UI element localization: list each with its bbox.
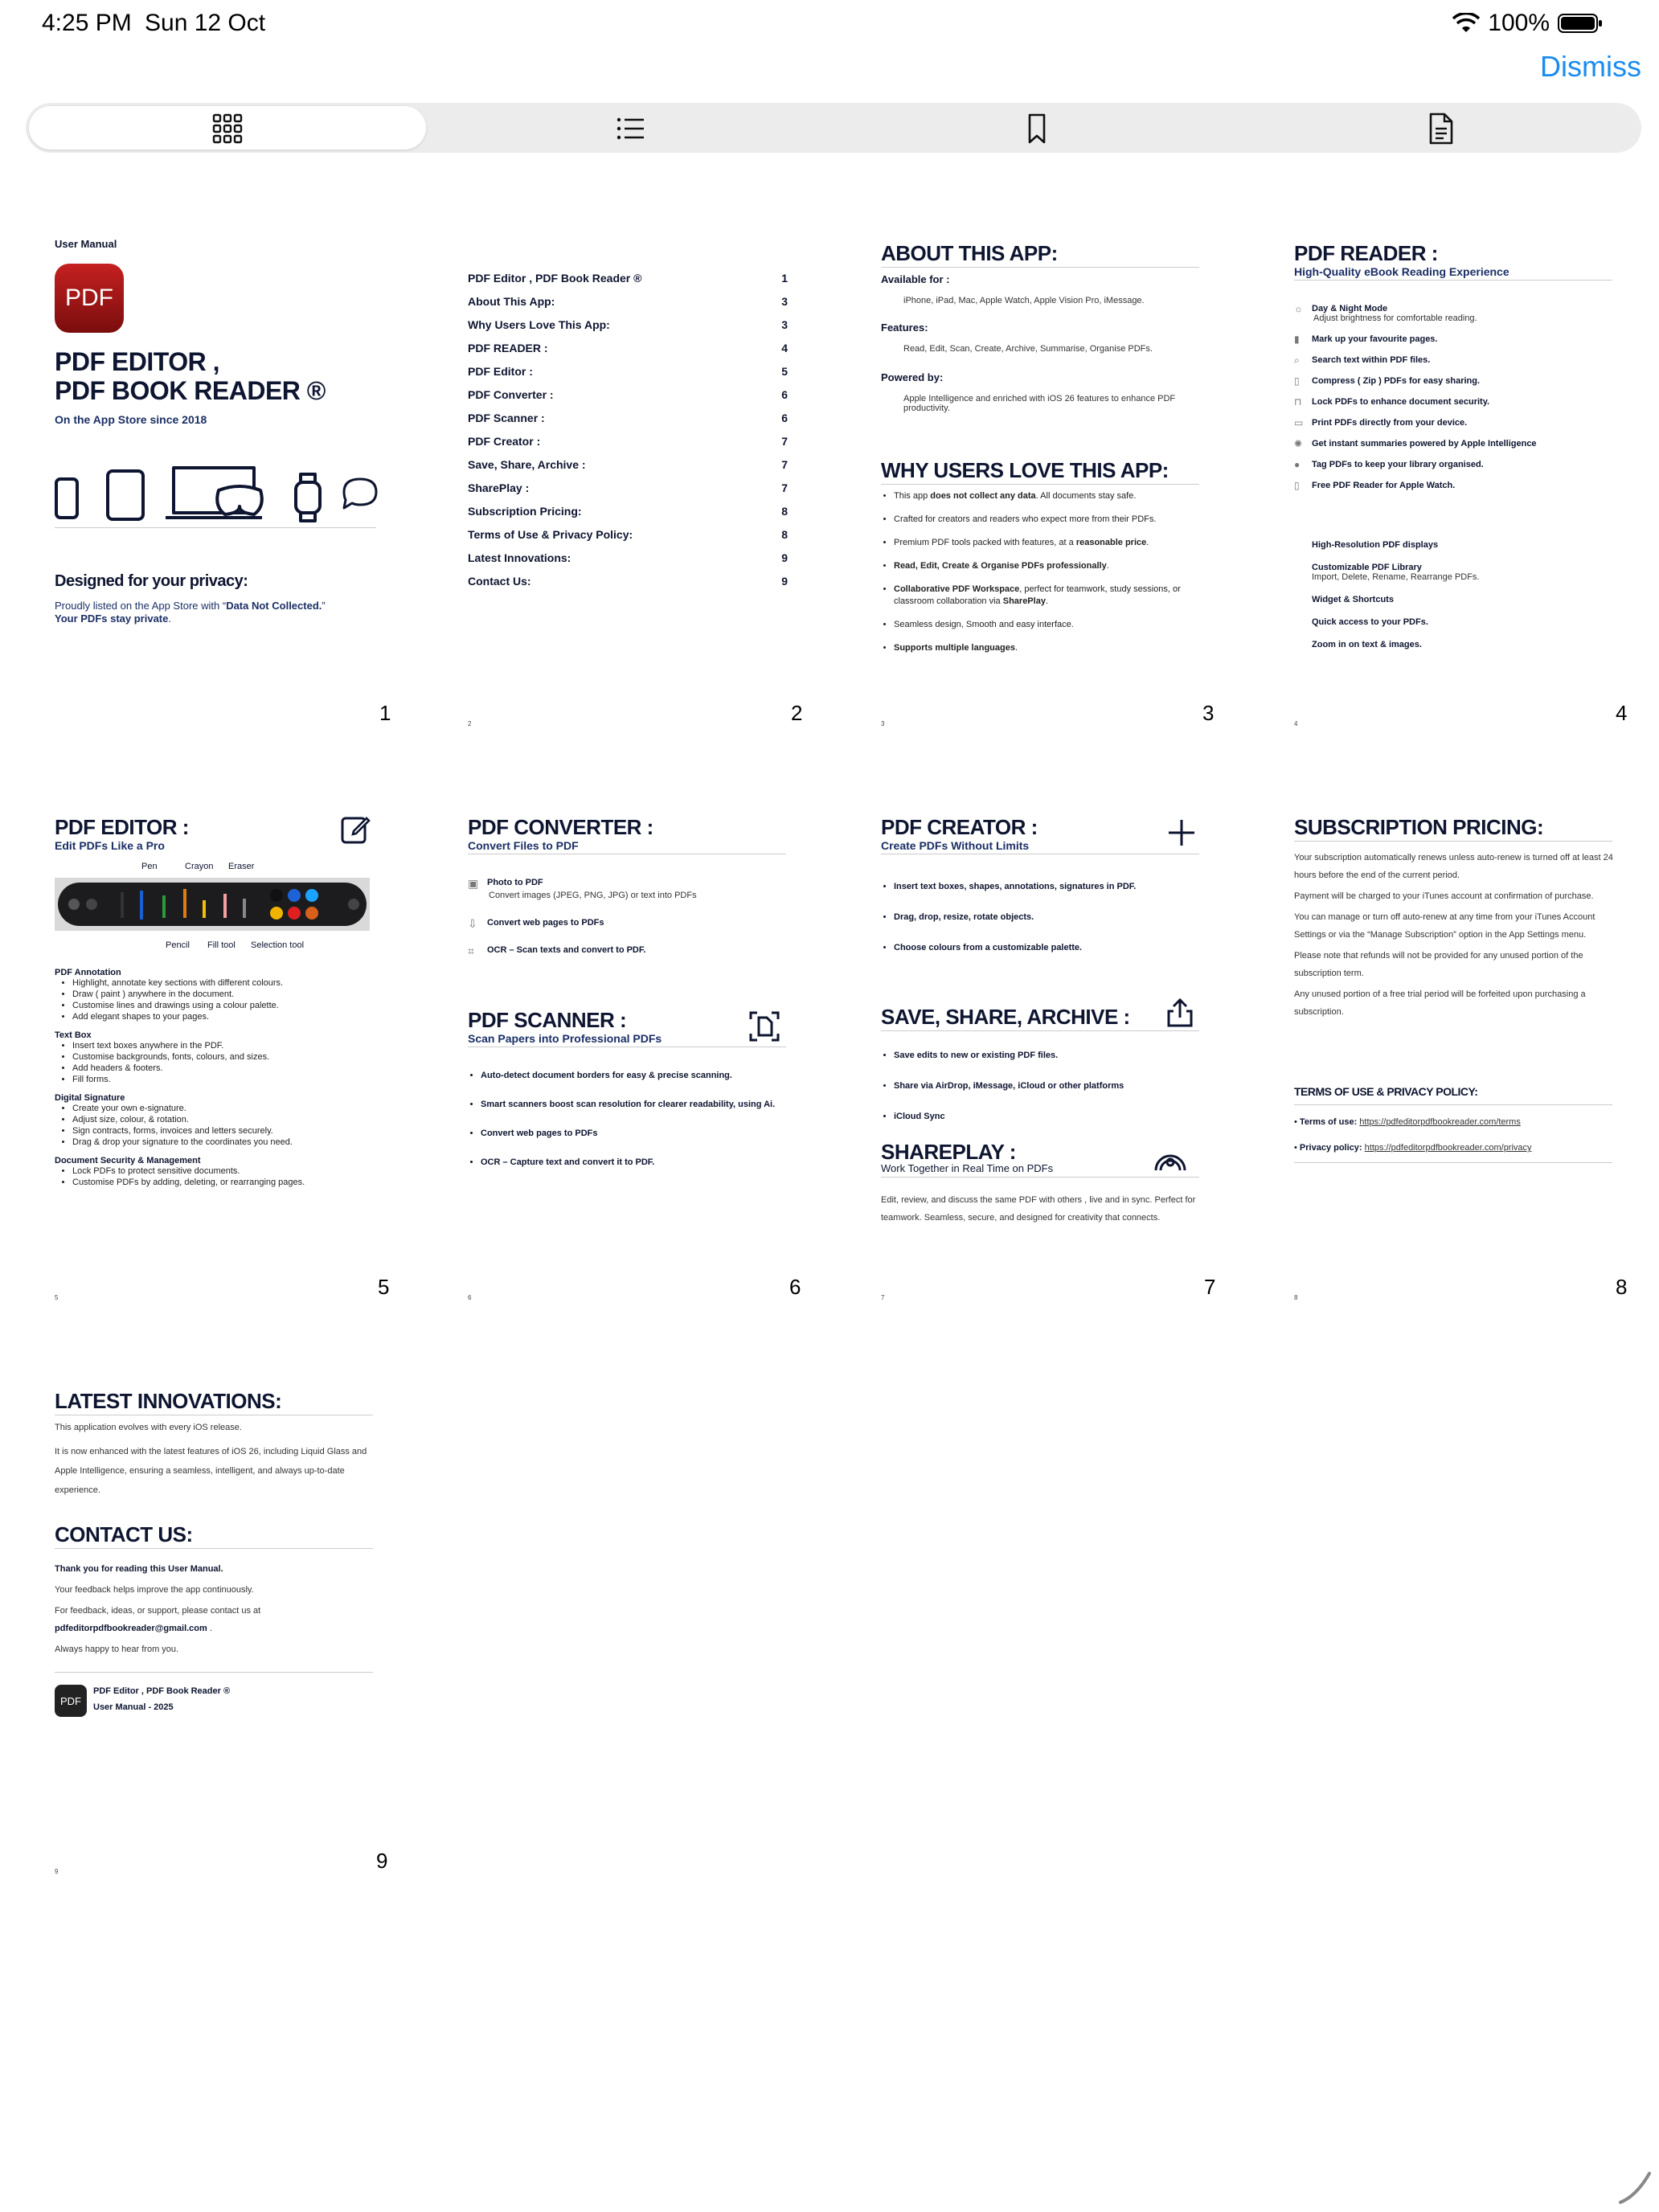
list-item: ● Tag PDFs to keep your library organised. <box>1294 459 1484 470</box>
toc-entry[interactable] <box>468 575 788 598</box>
editor-section: Text Box • Insert text boxes anywhere in the PDF. • Customise backgrounds, fonts, colours, and sizes. • Add headers & footers. • Fill forms. <box>55 1030 376 1085</box>
page-footer-number: 9 <box>55 1868 59 1875</box>
divider <box>1294 1162 1612 1163</box>
page-thumbnail-6[interactable] <box>461 799 839 1329</box>
list-item: • Add headers & footers. <box>72 1063 376 1074</box>
lock-icon: ⊓ <box>1294 396 1302 408</box>
toc-entry-page: 9 <box>781 575 788 588</box>
footer-title: PDF Editor , PDF Book Reader ® <box>93 1686 231 1696</box>
plus-icon <box>1167 818 1196 847</box>
toc-entry-label: SharePlay : <box>468 481 530 494</box>
innovations-line2: It is now enhanced with the latest features of iOS 26, including Liquid Glass and Apple Intelligence, ensuring a seamless, intelligent, and always up-to-date experience. <box>55 1447 367 1495</box>
subscription-paragraph: You can manage or turn off auto-renew at any time from your iTunes Account Settings or via the “Manage Subscription” option in the App Settings menu. <box>1294 912 1596 940</box>
toc-entry[interactable] <box>468 458 788 481</box>
toc-entry[interactable] <box>468 551 788 575</box>
toolbar-illustration <box>55 878 370 931</box>
editor-subtitle: Edit PDFs Like a Pro <box>55 839 165 852</box>
grid-icon[interactable] <box>210 111 245 146</box>
list-item: • Drag, drop, resize, rotate objects. <box>894 902 1215 932</box>
color-swatch <box>270 889 283 902</box>
page-thumbnail-5[interactable] <box>48 799 426 1329</box>
divider <box>55 1548 373 1549</box>
document-icon[interactable] <box>1423 111 1458 146</box>
list-item: • OCR – Capture text and convert it to PDF. <box>481 1154 802 1170</box>
editor-heading: PDF EDITOR : <box>55 815 189 839</box>
list-item: • Draw ( paint ) anywhere in the document. <box>72 989 376 1000</box>
list-item: ▭ Print PDFs directly from your device. <box>1294 417 1468 428</box>
save-heading: SAVE, SHARE, ARCHIVE : <box>881 1005 1130 1029</box>
list-item: • Drag & drop your signature to the coordinates you need. <box>72 1137 376 1148</box>
tool-label-pencil: Pencil <box>166 940 190 950</box>
converter-heading: PDF CONVERTER : <box>468 815 653 839</box>
list-item: • Fill forms. <box>72 1074 376 1085</box>
list-item: • Insert text boxes, shapes, annotations, signatures in PDF. <box>894 871 1215 902</box>
page-number: 6 <box>789 1275 801 1299</box>
page-thumbnail-3[interactable] <box>875 225 1252 756</box>
list-item: • Lock PDFs to protect sensitive documents. <box>72 1165 376 1177</box>
page-footer-number: 4 <box>1294 720 1298 727</box>
devices-icon <box>53 463 383 527</box>
toc-entry-label: PDF READER : <box>468 342 548 354</box>
toc-entry-page: 8 <box>781 505 788 518</box>
battery-percent: 100% <box>1488 10 1550 36</box>
creator-heading: PDF CREATOR : <box>881 815 1038 839</box>
subscription-heading: SUBSCRIPTION PRICING: <box>1294 815 1544 839</box>
page-footer-number: 7 <box>881 1294 885 1301</box>
toc-entry-page: 1 <box>781 272 788 285</box>
page-thumbnail-2[interactable] <box>461 225 839 756</box>
status-bar <box>0 0 1659 51</box>
tool-label-crayon: Crayon <box>185 862 214 871</box>
toc-entry[interactable] <box>468 388 788 412</box>
list-item: • Create your own e-signature. <box>72 1103 376 1114</box>
list-item: ▣ Photo to PDF Convert images (JPEG, PNG, JPG) or text into PDFs <box>468 877 697 900</box>
list-item: • Customise PDFs by adding, deleting, or rearranging pages. <box>72 1177 376 1188</box>
app-logo-small: PDF <box>55 1685 87 1717</box>
shareplay-subtitle: Work Together in Real Time on PDFs <box>881 1162 1054 1174</box>
color-swatch <box>305 907 318 920</box>
toc-entry-label: About This App: <box>468 295 555 308</box>
color-swatch <box>288 889 301 902</box>
toc-entry-label: PDF Creator : <box>468 435 541 448</box>
features-text: Read, Edit, Scan, Create, Archive, Summarise, Organise PDFs. <box>903 344 1153 354</box>
list-item: • Share via AirDrop, iMessage, iCloud or other platforms <box>894 1071 1215 1101</box>
list-item: ☼ Day & Night Mode Adjust brightness for comfortable reading. <box>1294 303 1477 323</box>
shareplay-heading: SHAREPLAY : <box>881 1140 1016 1164</box>
privacy-line2: Your PDFs stay private. <box>55 612 171 625</box>
drawing-tools-icon <box>55 878 370 931</box>
toc-entry-label: Subscription Pricing: <box>468 505 582 518</box>
terms-link-row: • Terms of use: https://pdfeditorpdfbookreader.com/terms <box>1294 1117 1521 1127</box>
toc-entry-label: PDF Editor : <box>468 365 533 378</box>
why-heading: WHY USERS LOVE THIS APP: <box>881 458 1169 482</box>
toc-entry-page: 7 <box>781 458 788 471</box>
pencil-hover-indicator-icon <box>1617 2170 1653 2206</box>
page-thumbnail-7[interactable] <box>875 799 1252 1329</box>
toc-entry-page: 8 <box>781 528 788 541</box>
edit-icon <box>339 813 371 846</box>
bookmark-icon: ▮ <box>1294 334 1300 345</box>
list-item: ▮ Mark up your favourite pages. <box>1294 334 1438 345</box>
editor-sections <box>55 968 376 1196</box>
scanner-subtitle: Scan Papers into Professional PDFs <box>468 1032 662 1045</box>
dismiss-button[interactable]: Dismiss <box>1540 50 1641 83</box>
contact-support: For feedback, ideas, or support, please contact us at <box>55 1606 261 1616</box>
list-item: • Customise lines and drawings using a colour palette. <box>72 1000 376 1011</box>
contact-closing: Always happy to hear from you. <box>55 1645 179 1654</box>
editor-section-list <box>55 1165 376 1188</box>
page-number: 8 <box>1616 1275 1628 1299</box>
list-item: High-Resolution PDF displays <box>1312 540 1439 550</box>
divider <box>1294 1104 1612 1105</box>
page-number: 4 <box>1616 701 1628 725</box>
scanner-heading: PDF SCANNER : <box>468 1008 627 1032</box>
p1-since: On the App Store since 2018 <box>55 413 207 426</box>
why-list <box>876 490 1215 666</box>
p1-title-line2: PDF BOOK READER ® <box>55 376 326 405</box>
editor-section: Document Security & Management • Lock PDFs to protect sensitive documents. • Customise PDFs by adding, deleting, or rearranging pages. <box>55 1156 376 1188</box>
converter-list <box>468 878 789 973</box>
toc-entry[interactable] <box>468 295 788 318</box>
list-item: • Premium PDF tools packed with features, at a reasonable price. <box>894 537 1215 549</box>
converter-subtitle: Convert Files to PDF <box>468 839 579 852</box>
page-number: 9 <box>376 1849 388 1873</box>
printer-icon: ▭ <box>1294 417 1304 428</box>
scanner-list <box>463 1067 802 1183</box>
editor-section-list <box>55 1103 376 1148</box>
divider <box>55 1672 373 1673</box>
subscription-paragraph: Any unused portion of a free trial period will be forfeited upon purchasing a subscription. <box>1294 989 1586 1017</box>
divider <box>881 1177 1199 1178</box>
toc-entry[interactable] <box>468 318 788 342</box>
page-footer-number: 6 <box>468 1294 472 1301</box>
page-number: 5 <box>378 1275 390 1299</box>
toc-entry-label: PDF Scanner : <box>468 412 545 424</box>
list-item: ⊓ Lock PDFs to enhance document security. <box>1294 396 1490 408</box>
toc-entry-page: 5 <box>781 365 788 378</box>
list-item: • Convert web pages to PDFs <box>481 1125 802 1141</box>
toc-entry-label: Terms of Use & Privacy Policy: <box>468 528 633 541</box>
privacy-line1: Proudly listed on the App Store with “Data Not Collected.” <box>55 600 326 612</box>
page-footer-number: 2 <box>468 720 472 727</box>
toc-entry[interactable] <box>468 412 788 435</box>
status-time: 4:25 PM <box>42 10 132 36</box>
list-item: • Sign contracts, forms, invoices and letters securely. <box>72 1125 376 1137</box>
toc-entry-label: Contact Us: <box>468 575 531 588</box>
subscription-paragraph: Your subscription automatically renews unless auto-renew is turned off at least 24 hours before the end of the current period. <box>1294 853 1613 880</box>
subscription-paragraph: Please note that refunds will not be provided for any unused portion of the subscription term. <box>1294 951 1583 978</box>
tool-label-fill: Fill tool <box>207 940 236 950</box>
powered-heading: Powered by: <box>881 371 944 383</box>
page-thumbnail-9[interactable] <box>48 1373 426 1903</box>
toc-entry-page: 9 <box>781 551 788 564</box>
list-item: • Smart scanners boost scan resolution for clearer readability, using Ai. <box>481 1096 802 1112</box>
shareplay-text: Edit, review, and discuss the same PDF with others , live and in sync. Perfect for teamwork. Seamless, secure, and designed for creativity that connects. <box>881 1195 1196 1223</box>
tool-label-eraser: Eraser <box>228 862 255 871</box>
page-footer-number: 3 <box>881 720 885 727</box>
page-thumbnail-4[interactable] <box>1288 225 1659 756</box>
page-footer-number: 8 <box>1294 1294 1298 1301</box>
list-item: • Add elegant shapes to your pages. <box>72 1011 376 1022</box>
toc-entry-page: 7 <box>781 435 788 448</box>
list-item: • Adjust size, colour, & rotation. <box>72 1114 376 1125</box>
list-item: • Save edits to new or existing PDF files. <box>894 1040 1215 1071</box>
list-item: Widget & Shortcuts <box>1312 595 1394 604</box>
sun-icon: ☼ <box>1294 303 1303 314</box>
toc-entry-label: Latest Innovations: <box>468 551 571 564</box>
creator-subtitle: Create PDFs Without Limits <box>881 839 1030 852</box>
powered-text: Apple Intelligence and enriched with iOS 26 features to enhance PDF productivity. <box>903 394 1176 413</box>
toc-entry-label: Why Users Love This App: <box>468 318 610 331</box>
photo-icon: ▣ <box>468 877 479 890</box>
list-item: ⌗ OCR – Scan texts and convert to PDF. <box>468 944 646 957</box>
toc-entry-label: PDF Converter : <box>468 388 554 401</box>
reader-heading: PDF READER : <box>1294 241 1438 265</box>
toc-entry[interactable] <box>468 481 788 505</box>
list-item: • Choose colours from a customizable palette. <box>894 932 1215 963</box>
divider <box>881 267 1199 268</box>
color-swatch <box>305 889 318 902</box>
magnifier-icon: ⌕ <box>1294 354 1300 366</box>
list-item: • Supports multiple languages. <box>894 642 1215 654</box>
toc-entry[interactable] <box>468 272 788 295</box>
reader-subtitle: High-Quality eBook Reading Experience <box>1294 265 1509 278</box>
zip-icon: ▯ <box>1294 375 1300 387</box>
subscription-text <box>1294 849 1616 1024</box>
innovations-heading: LATEST INNOVATIONS: <box>55 1389 282 1413</box>
editor-section-list <box>55 977 376 1022</box>
color-swatch <box>270 907 283 920</box>
list-item: Quick access to your PDFs. <box>1312 617 1428 627</box>
color-swatch <box>288 907 301 920</box>
creator-list <box>876 871 1215 963</box>
tool-label-selection: Selection tool <box>251 940 305 950</box>
toc-entry[interactable] <box>468 365 788 388</box>
toc-entry-page: 7 <box>781 481 788 494</box>
divider <box>1294 280 1612 281</box>
toc-entry-page: 6 <box>781 388 788 401</box>
list-item: ⌕ Search text within PDF files. <box>1294 354 1431 366</box>
ocr-scan-icon: ⌗ <box>468 944 474 957</box>
privacy-heading: Designed for your privacy: <box>55 572 248 590</box>
contact-heading: CONTACT US: <box>55 1522 193 1546</box>
page-number: 7 <box>1204 1275 1216 1299</box>
privacy-link[interactable]: https://pdfeditorpdfbookreader.com/privacy <box>1364 1143 1532 1153</box>
list-item: • Read, Edit, Create & Organise PDFs professionally. <box>894 560 1215 572</box>
divider <box>881 484 1199 485</box>
terms-heading: TERMS OF USE & PRIVACY POLICY: <box>1294 1085 1478 1098</box>
shareplay-icon <box>1151 1149 1190 1174</box>
terms-link[interactable]: https://pdfeditorpdfbookreader.com/terms <box>1359 1117 1521 1127</box>
available-heading: Available for : <box>881 273 950 285</box>
divider <box>1294 841 1612 842</box>
share-icon <box>1165 997 1194 1029</box>
contact-email[interactable]: pdfeditorpdfbookreader@gmail.com <box>55 1624 207 1633</box>
sparkle-icon: ✺ <box>1294 438 1303 449</box>
list-item: • Auto-detect document borders for easy & precise scanning. <box>481 1067 802 1083</box>
list-item: ✺ Get instant summaries powered by Apple Intelligence <box>1294 438 1537 449</box>
page-number: 3 <box>1202 701 1215 725</box>
page-number: 1 <box>379 701 391 725</box>
list-item: ⇩ Convert web pages to PDFs <box>468 917 604 930</box>
toc-entry-label: Save, Share, Archive : <box>468 458 586 471</box>
user-manual-label: User Manual <box>55 238 117 250</box>
list-item: • Customise backgrounds, fonts, colours, and sizes. <box>72 1051 376 1063</box>
status-date: Sun 12 Oct <box>145 10 266 36</box>
p1-title-line1: PDF EDITOR , <box>55 347 219 376</box>
editor-section-list <box>55 1040 376 1085</box>
contact-email-row: pdfeditorpdfbookreader@gmail.com . <box>55 1624 212 1633</box>
available-text: iPhone, iPad, Mac, Apple Watch, Apple Vision Pro, iMessage. <box>903 296 1145 305</box>
innovations-line1: This application evolves with every iOS release. <box>55 1423 242 1432</box>
tag-icon: ● <box>1294 459 1301 470</box>
privacy-link-row: • Privacy policy: https://pdfeditorpdfbookreader.com/privacy <box>1294 1143 1532 1153</box>
reader-extra-features <box>1312 540 1617 662</box>
watch-icon: ▯ <box>1294 480 1300 491</box>
toc-entry[interactable] <box>468 528 788 551</box>
divider <box>881 1030 1199 1031</box>
battery-icon <box>1558 13 1603 34</box>
bookmark-icon[interactable] <box>1019 111 1055 146</box>
reader-features <box>1294 304 1616 502</box>
subscription-paragraph: Payment will be charged to your iTunes account at confirmation of purchase. <box>1294 891 1594 901</box>
save-list <box>876 1040 1215 1132</box>
page-thumbnail-8[interactable] <box>1288 799 1659 1329</box>
list-item: Zoom in on text & images. <box>1312 640 1422 649</box>
table-of-contents <box>468 272 788 598</box>
scanner-icon <box>748 1010 781 1043</box>
tool-label-pen: Pen <box>141 862 158 871</box>
wifi-icon <box>1452 13 1480 34</box>
app-logo: PDF <box>55 264 124 333</box>
list-item: • Collaborative PDF Workspace, perfect for teamwork, study sessions, or classroom collaboration via SharePlay. <box>894 584 1215 608</box>
page-footer-number: 5 <box>55 1294 59 1301</box>
divider <box>55 527 376 528</box>
list-item: • Crafted for creators and readers who expect more from their PDFs. <box>894 514 1215 526</box>
list-icon[interactable] <box>613 111 649 146</box>
list-item: • Highlight, annotate key sections with different colours. <box>72 977 376 989</box>
page-number: 2 <box>791 701 803 725</box>
list-item: • Insert text boxes anywhere in the PDF. <box>72 1040 376 1051</box>
contact-thanks: Thank you for reading this User Manual. <box>55 1564 223 1574</box>
contact-feedback: Your feedback helps improve the app continuously. <box>55 1585 254 1595</box>
about-heading: ABOUT THIS APP: <box>881 241 1058 265</box>
list-item: • Seamless design, Smooth and easy interface. <box>894 619 1215 631</box>
toc-entry-page: 3 <box>781 295 788 308</box>
toc-entry-page: 6 <box>781 412 788 424</box>
toc-entry-page: 4 <box>781 342 788 354</box>
globe-download-icon: ⇩ <box>468 917 477 930</box>
list-item: • iCloud Sync <box>894 1101 1215 1132</box>
list-item: ▯ Compress ( Zip ) PDFs for easy sharing. <box>1294 375 1481 387</box>
list-item: ▯ Free PDF Reader for Apple Watch. <box>1294 480 1456 491</box>
list-item: Customizable PDF Library Import, Delete, Rename, Rearrange PDFs. <box>1312 563 1480 582</box>
toc-entry-page: 3 <box>781 318 788 331</box>
features-heading: Features: <box>881 322 928 334</box>
status-right <box>1452 10 1603 37</box>
footer-subtitle: User Manual - 2025 <box>93 1702 174 1712</box>
editor-section: PDF Annotation • Highlight, annotate key sections with different colours. • Draw ( paint ) anywhere in the document. • Customise lines and drawings using a colour palette. • Add elegant shapes to your pages. <box>55 968 376 1022</box>
toc-entry[interactable] <box>468 435 788 458</box>
toc-entry[interactable] <box>468 342 788 365</box>
editor-section: Digital Signature • Create your own e-signature. • Adjust size, colour, & rotation. • Sign contracts, forms, invoices and letters securely. • Drag & drop your signature to the coordinates you need. <box>55 1093 376 1148</box>
toc-entry-label: PDF Editor , PDF Book Reader ® <box>468 272 642 285</box>
page-thumbnail-1[interactable] <box>48 225 426 756</box>
list-item: • This app does not collect any data. All documents stay safe. <box>894 490 1215 502</box>
toc-entry[interactable] <box>468 505 788 528</box>
